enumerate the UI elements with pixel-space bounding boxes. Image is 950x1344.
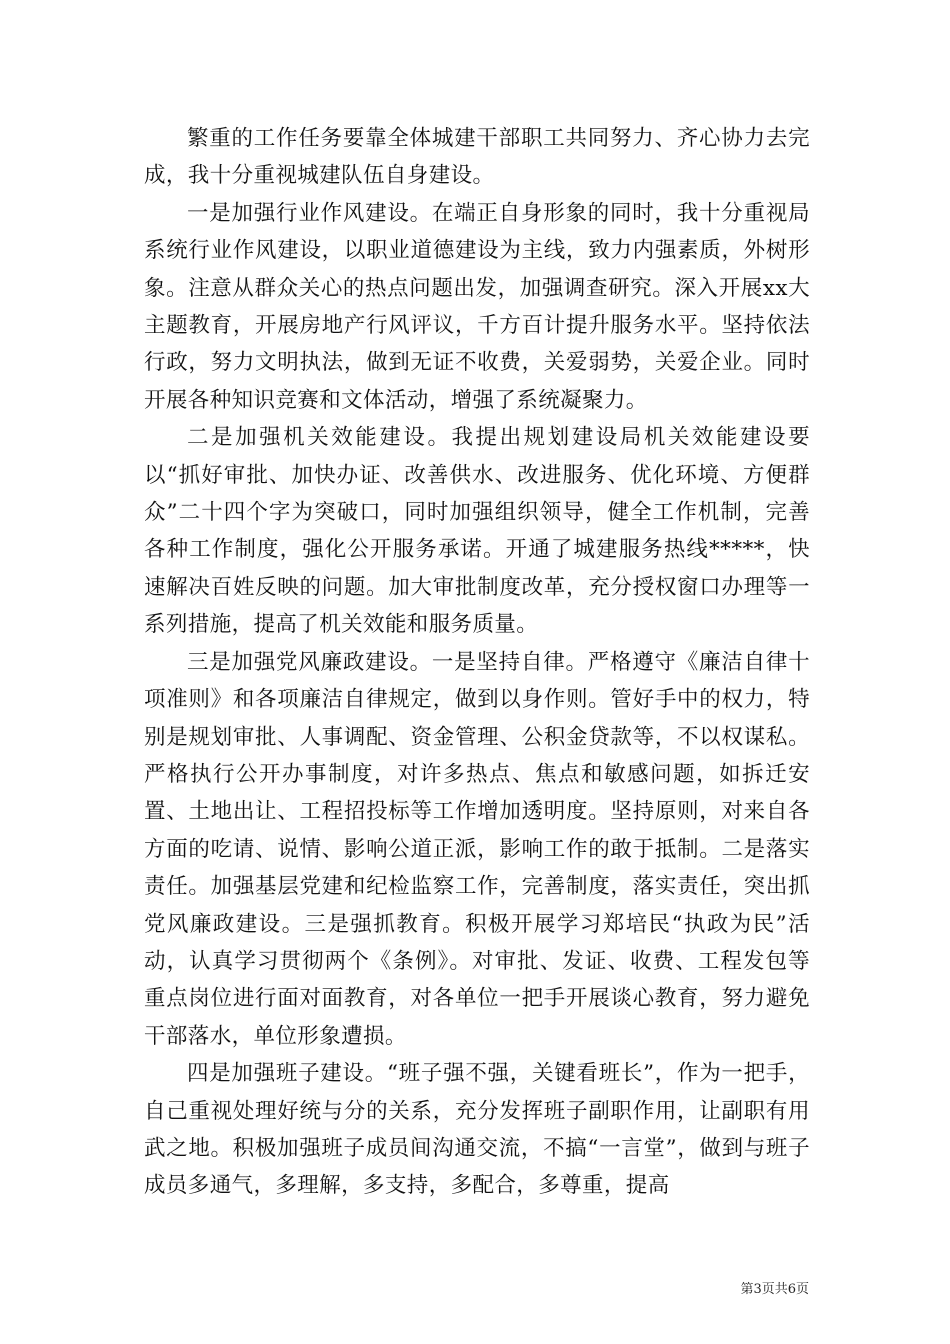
paragraph-leadership-team: 四是加强班子建设。“班子强不强，关键看班长”，作为一把手，自己重视处理好统与分的关系，充分发挥班子副职作用，让副职有用武之地。积极加强班子成员间沟通交流，不搞“一言堂”，做到与班子成员多通气，多理解，多支持，多配合，多尊重，提高: [144, 1061, 810, 1199]
paragraph-party-integrity: 三是加强党风廉政建设。一是坚持自律。严格遵守《廉洁自律十项准则》和各项廉洁自律规定，做到以身作则。管好手中的权力，特别是规划审批、人事调配、资金管理、公积金贷款等，不以权谋私。严格执行公开办事制度，对许多热点、焦点和敏感问题，如拆迁安置、土地出让、工程招投标等工作增加透明度。坚持原则，对来自各方面的吃请、说情、影响公道正派，影响工作的敢于抵制。二是落实责任。加强基层党建和纪检监察工作，完善制度，落实责任，突出抓党风廉政建设。三是强抓教育。积极开展学习郑培民“执政为民”活动，认真学习贯彻两个《条例》。对审批、发证、收费、工程发包等重点岗位进行面对面教育，对各单位一把手开展谈心教育，努力避免干部落水，单位形象遭损。: [144, 649, 810, 1049]
paragraph-team-building-intro: 繁重的工作任务要靠全体城建干部职工共同努力、齐心协力去完成，我十分重视城建队伍自身建设。: [144, 126, 810, 189]
paragraph-industry-style: 一是加强行业作风建设。在端正自身形象的同时，我十分重视局系统行业作风建设，以职业道德建设为主线，致力内强素质，外树形象。注意从群众关心的热点问题出发，加强调查研究。深入开展xx大主题教育，开展房地产行风评议，千方百计提升服务水平。坚持依法行政，努力文明执法，做到无证不收费，关爱弱势，关爱企业。同时开展各种知识竞赛和文体活动，增强了系统凝聚力。: [144, 200, 810, 413]
document-body: [144, 120, 810, 1205]
paragraph-office-efficiency: 二是加强机关效能建设。我提出规划建设局机关效能建设要以“抓好审批、加快办证、改善供水、改进服务、优化环境、方便群众”二十四个字为突破口，同时加强组织领导，健全工作机制，完善各种工作制度，强化公开服务承诺。开通了城建服务热线*****，快速解决百姓反映的问题。加大审批制度改革，充分授权窗口办理等一系列措施，提高了机关效能和服务质量。: [144, 425, 810, 638]
page-number: 第3页共6页: [740, 1282, 809, 1297]
